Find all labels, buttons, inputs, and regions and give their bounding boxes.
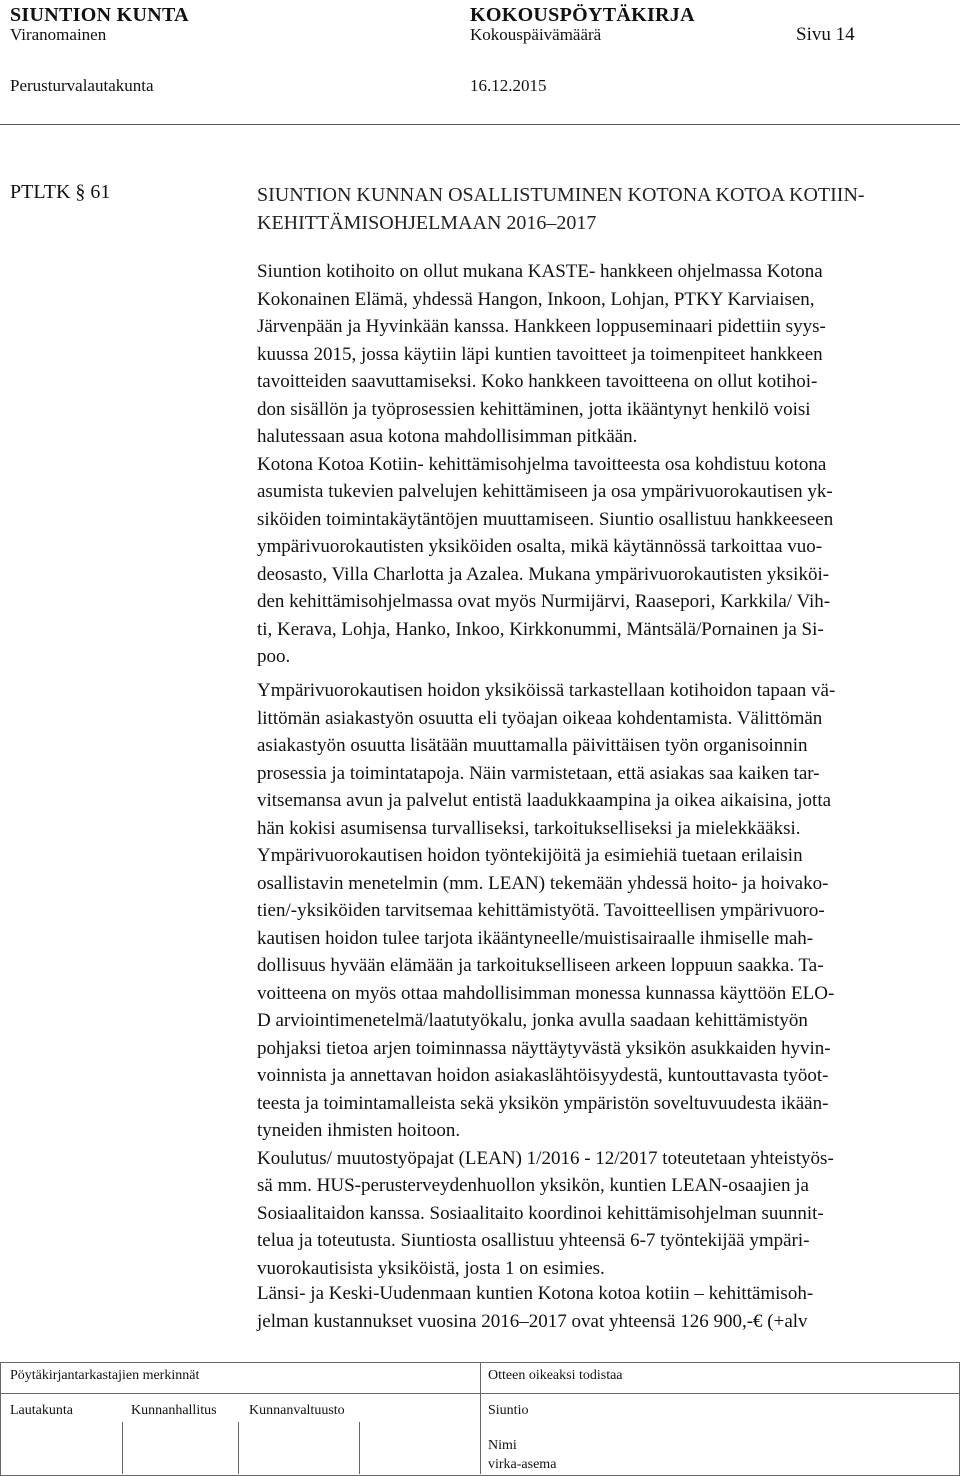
text-line: kuussa 2015, jossa käytiin läpi kuntien tavoitteet ja toimenpiteet hankkeen xyxy=(257,343,823,365)
text-line: halutessaan asua kotona mahdollisimman pitkään. xyxy=(257,426,638,447)
text-line: Koulutus/ muutostyöpajat (LEAN) 1/2016 - 12/2017 toteutetaan yhteistyös- xyxy=(257,1147,834,1169)
text-line: hän kokisi asumisensa turvalliseksi, tarkoitukselliseksi ja mielekkääksi. xyxy=(257,817,801,839)
text-line: littömän asiakastyön osuutta eli työajan oikeaa kohdentamista. Välittömän xyxy=(257,707,823,729)
text-line: poo. xyxy=(257,646,291,667)
checkers-label: Pöytäkirjantarkastajien merkinnät xyxy=(10,1368,200,1383)
text-line: den kehittämisohjelmassa ovat myös Nurmijärvi, Raasepori, Karkkila/ Vih- xyxy=(257,591,831,612)
organization-name: SIUNTION KUNTA xyxy=(10,4,189,26)
text-line: Kotona Kotoa Kotiin- kehittämisohjelma tavoitteesta osa kohdistuu kotona xyxy=(257,453,827,475)
text-line: asumista tukevien palvelujen kehittämiseen ja osa ympärivuorokautisen yk- xyxy=(257,481,833,502)
text-line: Järvenpään ja Hyvinkään kanssa. Hankkeen loppuseminaari pidettiin syys- xyxy=(257,316,826,337)
text-line: ympärivuorokautisten yksiköiden osalta, mikä käytännössä tarkoittaa vuo- xyxy=(257,536,823,557)
text-line: voitteena on myös ottaa mahdollisimman monessa kunnassa käyttöön ELO- xyxy=(257,982,835,1004)
committee-name: Perusturvalautakunta xyxy=(10,76,154,95)
meeting-date-label: Kokouspäivämäärä xyxy=(470,25,602,44)
paragraph-3 xyxy=(257,1280,957,1335)
section-title-line: KEHITTÄMISOHJELMAAN 2016–2017 xyxy=(257,212,597,234)
text-line: Kokonainen Elämä, yhdessä Hangon, Inkoon, Lohjan, PTKY Karviaisen, xyxy=(257,288,815,310)
footer-col-divider xyxy=(122,1422,123,1474)
text-line: voinnista ja annettavan hoidon asiakaslähtöisyydestä, kuntouttavasta työot- xyxy=(257,1065,829,1086)
footer-col-divider xyxy=(359,1422,360,1474)
place-label: Siuntio xyxy=(488,1403,529,1418)
text-line: teesta ja toimintamalleista sekä yksikön ympäristön soveltuvuudesta ikään- xyxy=(257,1092,829,1114)
certified-label: Otteen oikeaksi todistaa xyxy=(488,1368,623,1383)
header-divider xyxy=(0,124,960,125)
text-line: tavoitteiden saavuttamiseksi. Koko hankkeen tavoitteena on ollut kotihoi- xyxy=(257,371,818,392)
text-line: Siuntion kotihoito on ollut mukana KASTE- hankkeen ohjelmassa Kotona xyxy=(257,261,823,282)
text-line: sä mm. HUS-perusterveydenhuollon yksikön, kuntien LEAN-osaajien ja xyxy=(257,1175,809,1196)
paragraph-2 xyxy=(257,677,957,1282)
text-line: don sisällön ja työprosessien kehittäminen, jotta ikääntynyt henkilö voisi xyxy=(257,398,811,420)
section-title-line: SIUNTION KUNNAN OSALLISTUMINEN KOTONA KOTOA KOTIIN- xyxy=(257,184,865,206)
municipal-board-label: Kunnanhallitus xyxy=(131,1403,217,1418)
text-line: Länsi- ja Keski-Uudenmaan kuntien Kotona kotoa kotiin – kehittämisoh- xyxy=(257,1283,814,1304)
text-line: Sosiaalitaidon kanssa. Sosiaalitaito koordinoi kehittämisohjelman suunnit- xyxy=(257,1202,824,1224)
text-line: vuorokautisista yksiköistä, josta 1 on esimies. xyxy=(257,1257,605,1279)
section-number: PTLTK § 61 xyxy=(10,181,111,203)
text-line: ti, Kerava, Lohja, Hanko, Inkoo, Kirkkonummi, Mäntsälä/Pornainen ja Si- xyxy=(257,618,824,640)
text-line: prosessia ja toimintatapoja. Näin varmistetaan, että asiakas saa kaiken tar- xyxy=(257,762,820,784)
text-line: Ympärivuorokautisen hoidon yksiköissä tarkastellaan kotihoidon tapaan vä- xyxy=(257,680,836,701)
municipal-council-label: Kunnanvaltuusto xyxy=(249,1403,345,1418)
name-label: Nimi xyxy=(488,1438,517,1453)
text-line: deosasto, Villa Charlotta ja Azalea. Mukana ympärivuorokautisten yksiköi- xyxy=(257,563,830,585)
text-line: dollisuus hyvään elämään ja tarkoitukselliseen arkeen loppuun saakka. Ta- xyxy=(257,955,824,976)
meeting-date: 16.12.2015 xyxy=(470,76,547,95)
text-line: kautisen hoidon tulee tarjota ikääntyneelle/muistisairaalle ihmiselle mah- xyxy=(257,927,814,949)
text-line: osallistavin menetelmin (mm. LEAN) tekemään yhdessä hoito- ja hoivako- xyxy=(257,872,829,894)
text-line: vitsemansa avun ja palvelut entistä laadukkaampina ja oikea aikaisina, jotta xyxy=(257,790,832,811)
document-type: KOKOUSPÖYTÄKIRJA xyxy=(470,4,695,26)
board-label: Lautakunta xyxy=(10,1403,73,1418)
footer-col-divider xyxy=(238,1422,239,1474)
position-label: virka-asema xyxy=(488,1457,557,1472)
text-line: siköiden toimintakäytäntöjen muuttamiseen. Siuntio osallistuu hankkeeseen xyxy=(257,508,834,530)
text-line: tyneiden ihmisten hoitoon. xyxy=(257,1120,461,1141)
authority-label: Viranomainen xyxy=(10,25,107,44)
text-line: jelman kustannukset vuosina 2016–2017 ovat yhteensä 126 900,-€ (+alv xyxy=(257,1310,808,1332)
footer-center-divider xyxy=(480,1362,481,1474)
section-title xyxy=(257,181,957,237)
text-line: telua ja toteutusta. Siuntiosta osallistuu yhteensä 6-7 työntekijää ympäri- xyxy=(257,1230,810,1251)
text-line: asiakastyön osuutta lisätään muuttamalla päivittäisen työn organisoinnin xyxy=(257,735,808,756)
text-line: D arviointimenetelmä/laatutyökalu, jonka avulla saadaan kehittämistyön xyxy=(257,1010,808,1031)
text-line: Ympärivuorokautisen hoidon työntekijöitä ja esimiehiä tuetaan erilaisin xyxy=(257,845,803,866)
text-line: pohjaksi tietoa arjen toiminnassa näyttäytyvästä yksikön asukkaiden hyvin- xyxy=(257,1037,831,1059)
text-line: tien/-yksiköiden tarvitsemaa kehittämistyötä. Tavoitteellisen ympärivuoro- xyxy=(257,900,825,921)
page-number: Sivu 14 xyxy=(796,24,855,45)
paragraph-1 xyxy=(257,258,957,671)
